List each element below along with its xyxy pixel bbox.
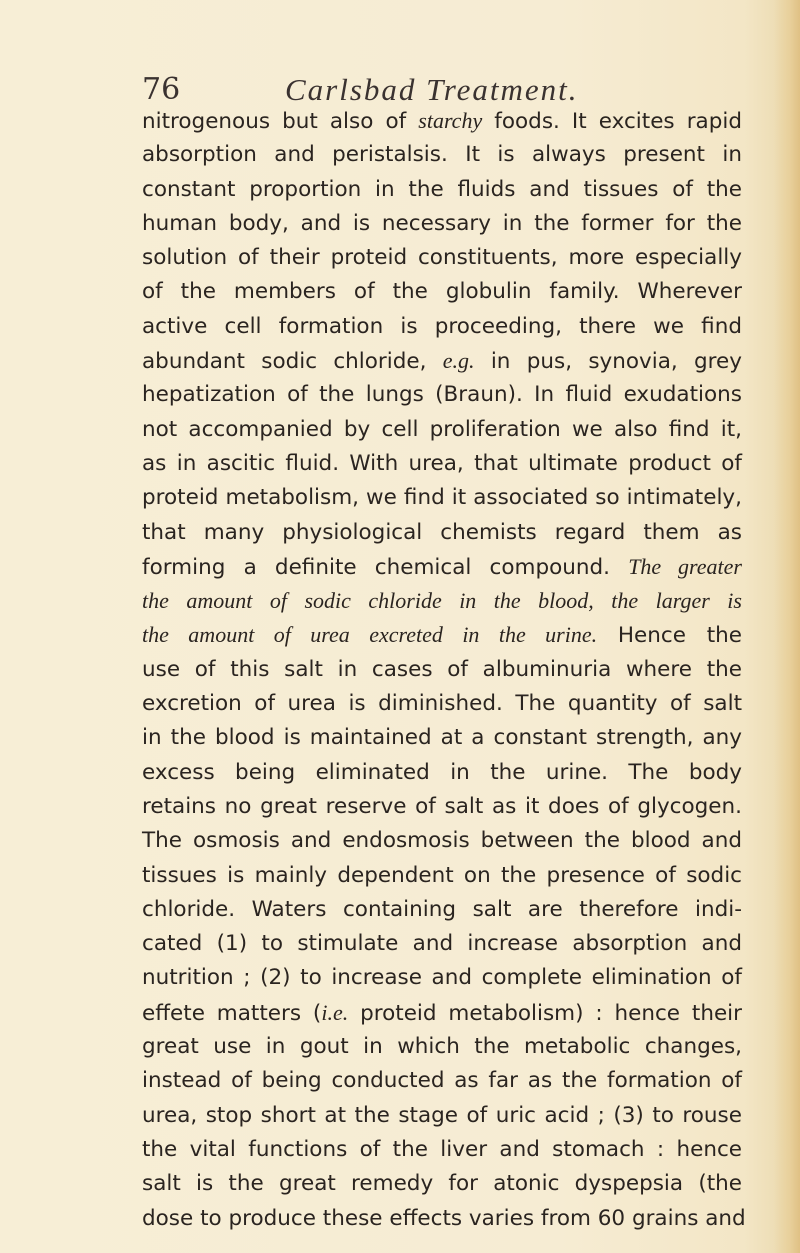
text-line xyxy=(142,344,742,378)
text-segment: human body, and is necessary in the former for the xyxy=(142,210,742,236)
text-line xyxy=(142,824,742,858)
text-segment: absorption and peristalsis. It is always present in xyxy=(142,142,742,168)
text-line xyxy=(142,1202,746,1236)
text-line xyxy=(142,687,742,721)
text-line xyxy=(142,1064,742,1098)
text-line xyxy=(142,756,742,790)
text-line xyxy=(142,378,742,412)
text-segment: hepatization of the lungs (Braun). In fluid exudations xyxy=(142,382,742,408)
text-segment: chloride. Waters containing salt are therefore indi- xyxy=(142,896,742,922)
text-line xyxy=(142,207,742,241)
text-segment: the vital functions of the liver and stomach : hence xyxy=(142,1136,742,1162)
text-line xyxy=(142,618,742,652)
text-line xyxy=(142,550,742,584)
page-number: 76 xyxy=(142,72,181,107)
text-line xyxy=(142,173,742,207)
text-line xyxy=(142,927,742,961)
text-line xyxy=(142,859,742,893)
text-segment: constant proportion in the fluids and tissues of the xyxy=(142,176,742,202)
text-line xyxy=(142,516,742,550)
text-line xyxy=(142,893,742,927)
text-line xyxy=(142,961,742,995)
text-line xyxy=(142,447,742,481)
text-segment: urea, stop short at the stage of uric acid ; (3) to rouse xyxy=(142,1102,742,1128)
text-segment: solution of their proteid constituents, more especially xyxy=(142,245,742,271)
text-line xyxy=(142,1133,742,1167)
text-segment: The osmosis and endosmosis between the blood and xyxy=(142,828,742,854)
text-segment: that many physiological chemists regard them as xyxy=(142,519,742,545)
italic-segment: i.e. xyxy=(321,999,349,1025)
text-line xyxy=(142,584,742,618)
text-segment: effete matters ( xyxy=(142,1000,322,1026)
italic-segment: e.g. xyxy=(442,348,475,374)
text-segment: nutrition ; (2) to increase and complete elimination of xyxy=(142,965,742,991)
text-segment: instead of being conducted as far as the formation of xyxy=(142,1068,742,1094)
text-segment: salt is the great remedy for atonic dyspepsia (the xyxy=(142,1171,742,1197)
text-line xyxy=(142,790,742,824)
text-segment: nitrogenous but also of xyxy=(142,109,419,134)
text-segment: foods. It excites rapid xyxy=(482,109,742,134)
text-segment: excess being eliminated in the urine. The body xyxy=(142,759,742,785)
text-line xyxy=(142,138,742,172)
text-line xyxy=(142,481,742,515)
text-segment: great use in gout in which the metabolic changes, xyxy=(142,1034,742,1060)
italic-segment: starchy xyxy=(418,108,483,133)
text-line xyxy=(142,996,742,1030)
text-segment: abundant sodic chloride, xyxy=(142,349,443,375)
text-segment: proteid metabolism, we find it associated so intimately, xyxy=(142,485,742,511)
italic-segment: The greater xyxy=(628,553,742,579)
body-text xyxy=(142,104,746,1236)
text-segment: retains no great reserve of salt as it does of glycogen. xyxy=(142,793,742,819)
page-edge-shadow xyxy=(774,0,800,1253)
text-segment: tissues is mainly dependent on the presence of sodic xyxy=(142,862,742,888)
text-line xyxy=(142,413,742,447)
text-segment: active cell formation is proceeding, there we find xyxy=(142,313,742,339)
text-line xyxy=(142,275,742,309)
text-segment: of the members of the globulin family. Wherever xyxy=(142,279,742,305)
text-segment: Hence the xyxy=(597,623,742,649)
running-title: Carlsbad Treatment. xyxy=(285,72,579,107)
text-line xyxy=(142,721,742,755)
text-segment: excretion of urea is diminished. The quantity of salt xyxy=(142,691,742,717)
text-segment: dose to produce these effects varies from 60 grains and xyxy=(142,1205,746,1231)
text-segment: forming a definite chemical compound. xyxy=(142,554,629,580)
text-segment: cated (1) to stimulate and increase absorption and xyxy=(142,931,742,957)
text-line xyxy=(142,1030,742,1064)
text-line xyxy=(142,1167,742,1201)
text-segment: as in ascitic fluid. With urea, that ultimate product of xyxy=(142,450,742,476)
text-line xyxy=(142,310,742,344)
text-line xyxy=(142,241,742,275)
text-segment: proteid metabolism) : hence their xyxy=(348,1000,742,1026)
text-line xyxy=(142,1099,742,1133)
text-segment: not accompanied by cell proliferation we also find it, xyxy=(142,416,742,442)
italic-segment: the amount of urea excreted in the urine. xyxy=(142,622,598,648)
text-segment: in the blood is maintained at a constant strength, any xyxy=(142,725,742,751)
text-line xyxy=(142,653,742,687)
text-segment: use of this salt in cases of albuminuria where the xyxy=(142,656,742,682)
text-segment: in pus, synovia, grey xyxy=(474,349,742,375)
text-line xyxy=(142,104,742,138)
italic-segment: the amount of sodic chloride in the blood, the larger is xyxy=(142,588,742,614)
